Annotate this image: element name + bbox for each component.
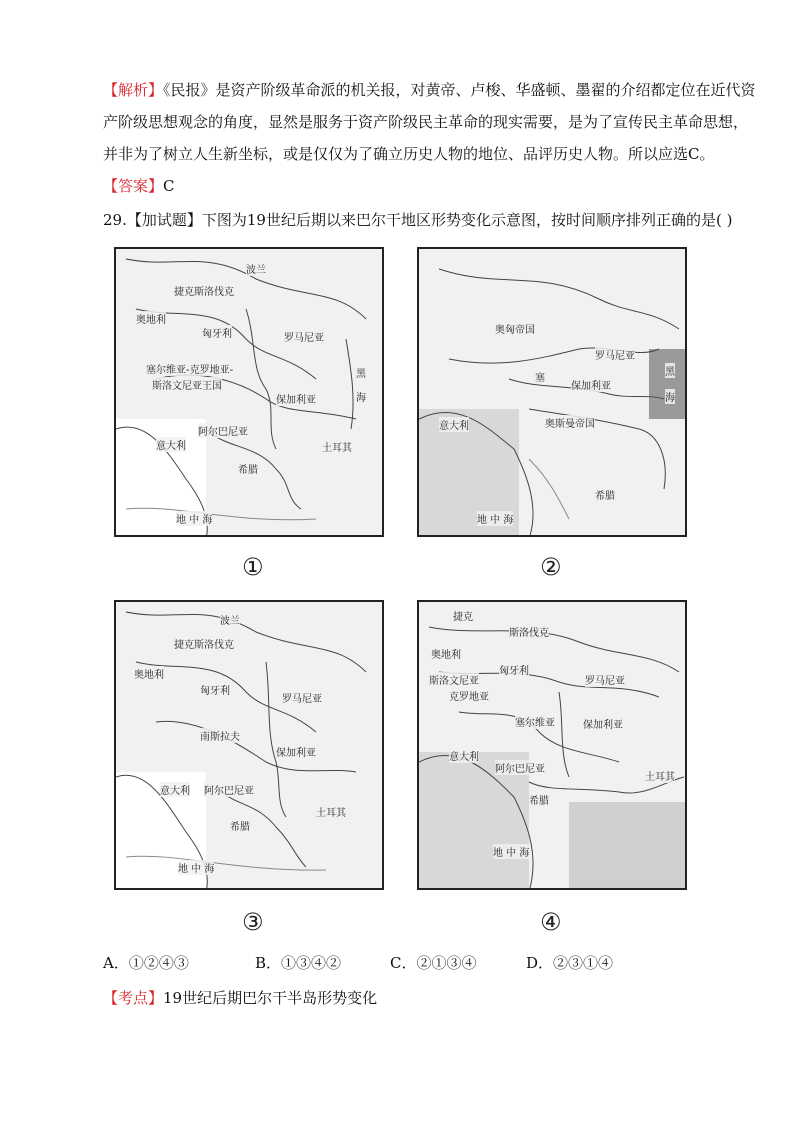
map-4-label: 塞尔维亚 bbox=[515, 714, 555, 729]
question-tag: 【加试题】 bbox=[126, 211, 202, 229]
map-3-label: 奥地利 bbox=[134, 666, 164, 681]
map-4-label: 希腊 bbox=[529, 792, 549, 807]
map-3-label: 土耳其 bbox=[316, 804, 346, 819]
map-4-label: 捷克 bbox=[453, 608, 473, 623]
map-4-label: 地 中 海 bbox=[493, 844, 529, 859]
analysis-tag: 【解析】 bbox=[103, 81, 164, 99]
map-3-label: 南斯拉夫 bbox=[200, 728, 240, 743]
keypoint-tag: 【考点】 bbox=[103, 989, 164, 1007]
map-1-label: 阿尔巴尼亚 bbox=[198, 423, 248, 438]
option-b-text: ①③④② bbox=[281, 954, 342, 972]
map-1-label: 地 中 海 bbox=[176, 511, 212, 526]
option-c-text: ②①③④ bbox=[416, 954, 477, 972]
map-1-label: 希腊 bbox=[238, 461, 258, 476]
map-3-label: 罗马尼亚 bbox=[282, 690, 322, 705]
map-3-label: 地 中 海 bbox=[178, 860, 214, 875]
map-2-label: 罗马尼亚 bbox=[595, 347, 635, 362]
option-c-letter: C． bbox=[390, 954, 417, 972]
option-b-letter: B． bbox=[255, 954, 282, 972]
answer-line bbox=[103, 176, 175, 196]
option-b[interactable] bbox=[255, 953, 341, 973]
map-1-label: 捷克斯洛伐克 bbox=[174, 283, 234, 298]
map-4-label: 意大利 bbox=[449, 748, 479, 763]
map-3-label: 阿尔巴尼亚 bbox=[204, 782, 254, 797]
map-1-label: 奥地利 bbox=[136, 311, 166, 326]
keypoint-line bbox=[103, 988, 377, 1008]
map-2-label: 奥匈帝国 bbox=[495, 321, 535, 336]
map-4-label: 克罗地亚 bbox=[449, 688, 489, 703]
map-3-borders bbox=[116, 602, 384, 890]
map-3 bbox=[114, 600, 384, 890]
map-2-borders bbox=[419, 249, 687, 537]
option-c[interactable] bbox=[390, 953, 477, 973]
map-4-label: 保加利亚 bbox=[583, 716, 623, 731]
map-2-label: 保加利亚 bbox=[571, 377, 611, 392]
map-2 bbox=[417, 247, 687, 537]
map-1-number: ① bbox=[242, 553, 264, 581]
map-4-label: 匈牙利 bbox=[499, 662, 529, 677]
map-1-label: 保加利亚 bbox=[276, 391, 316, 406]
map-3-label: 捷克斯洛伐克 bbox=[174, 636, 234, 651]
map-3-number: ③ bbox=[242, 908, 264, 936]
option-d-letter: D． bbox=[526, 954, 554, 972]
map-4-number: ④ bbox=[540, 908, 562, 936]
map-1-label: 罗马尼亚 bbox=[284, 329, 324, 344]
map-1-borders bbox=[116, 249, 384, 537]
map-1-label: 海 bbox=[356, 389, 366, 404]
map-1-label: 黑 bbox=[356, 365, 366, 380]
question-text: 下图为19世纪后期以来巴尔干地区形势变化示意图，按时间顺序排列正确的是( ) bbox=[201, 211, 733, 229]
map-4-label: 罗马尼亚 bbox=[585, 672, 625, 687]
map-4-label: 奥地利 bbox=[431, 646, 461, 661]
map-2-label: 意大利 bbox=[439, 417, 469, 432]
map-1-label: 斯洛文尼亚王国 bbox=[152, 377, 222, 392]
map-4 bbox=[417, 600, 687, 890]
map-4-label: 阿尔巴尼亚 bbox=[495, 760, 545, 775]
option-d[interactable] bbox=[526, 953, 613, 973]
map-2-label: 黑 bbox=[665, 363, 675, 378]
map-2-label: 海 bbox=[665, 389, 675, 404]
map-2-number: ② bbox=[540, 553, 562, 581]
map-2-label: 塞 bbox=[535, 369, 545, 384]
map-3-label: 保加利亚 bbox=[276, 744, 316, 759]
map-3-label: 意大利 bbox=[160, 782, 190, 797]
map-2-label: 奥斯曼帝国 bbox=[545, 415, 595, 430]
map-1-label: 土耳其 bbox=[322, 439, 352, 454]
map-1 bbox=[114, 247, 384, 537]
map-2-label: 地 中 海 bbox=[477, 511, 513, 526]
option-a[interactable] bbox=[103, 953, 189, 973]
answer-value: C bbox=[163, 177, 175, 195]
analysis-text-1: 《民报》是资产阶级革命派的机关报，对黄帝、卢梭、华盛顿、墨翟的介绍都定位在近代资 bbox=[163, 81, 756, 99]
option-a-text: ①②④③ bbox=[128, 954, 189, 972]
question-line bbox=[103, 210, 732, 230]
keypoint-text: 19世纪后期巴尔干半岛形势变化 bbox=[163, 989, 378, 1007]
analysis-line-1 bbox=[103, 80, 756, 100]
map-3-label: 匈牙利 bbox=[200, 682, 230, 697]
map-4-label: 斯洛伐克 bbox=[509, 624, 549, 639]
map-4-label: 土耳其 bbox=[645, 768, 675, 783]
analysis-line-2: 产阶级思想观念的角度，显然是服务于资产阶级民主革命的现实需要，是为了宣传民主革命思想， bbox=[103, 113, 749, 131]
map-3-label: 希腊 bbox=[230, 818, 250, 833]
map-1-label: 匈牙利 bbox=[202, 325, 232, 340]
map-1-label: 波兰 bbox=[246, 261, 266, 276]
map-3-label: 波兰 bbox=[220, 612, 240, 627]
analysis-line-3: 并非为了树立人生新坐标，或是仅仅为了确立历史人物的地位、品评历史人物。所以应选C。 bbox=[103, 145, 715, 163]
map-2-label: 希腊 bbox=[595, 487, 615, 502]
option-a-letter: A． bbox=[103, 954, 129, 972]
map-1-label: 意大利 bbox=[156, 437, 186, 452]
question-number: 29. bbox=[103, 211, 127, 229]
answer-tag: 【答案】 bbox=[103, 177, 164, 195]
map-1-label: 塞尔维亚-克罗地亚- bbox=[146, 361, 233, 376]
option-d-text: ②③①④ bbox=[553, 954, 614, 972]
map-4-label: 斯洛文尼亚 bbox=[429, 672, 479, 687]
